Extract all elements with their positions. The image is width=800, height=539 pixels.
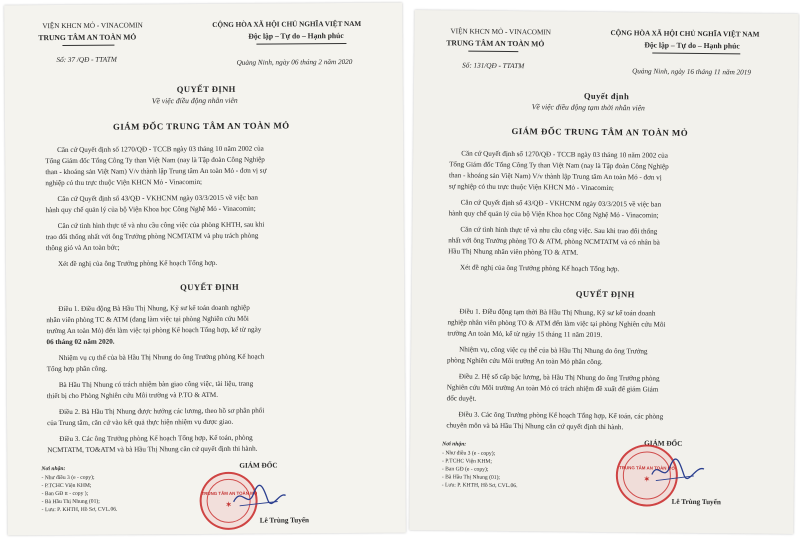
basis-line: Xét đề nghị của ông Trưởng phòng Kế hoạch Tổng hợp. [459,263,620,274]
article-line: Bà Hầu Thị Nhung có trách nhiệm bàn giao công việc, tài liệu, trang [58,379,254,390]
org-name: VIỆN KHCN MỎ - VINACOMIN [450,27,552,37]
basis-line: than - khoáng sản Việt Nam) V/v thành lập Trung tâm An toàn Mỏ - đơn vị [448,171,662,182]
basis-line: Tổng Giám đốc Tổng Công Ty than Việt Nam (nay là Tập đoàn Công Nghiệp [449,160,669,171]
basis-line: Căn cứ Quyết định số 1270/QĐ - TCCB ngày 03 tháng 10 năm 2002 của [461,149,668,160]
basis-line: hành quy chế quản lý của bộ Viện Khoa học Công Nghệ Mỏ - Vinacomin; [448,209,659,220]
authority: GIÁM ĐỐC TRUNG TÂM AN TOÀN MỎ [511,126,689,138]
decision-heading: QUYẾT ĐỊNH [180,281,240,293]
signer-title: GIÁM ĐỐC [644,439,683,448]
basis-line: Tổng Giám đốc Tổng Công Ty than Việt Nam (nay là Tập đoàn Công Nghiệp [45,155,265,166]
article-line: Nhiệm vụ cụ thể của bà Hầu Thị Nhung do ông Trưởng phòng Kế hoạch [58,352,265,363]
article-line: nghiệp nhân viên phòng TO & ATM đến làm việc tại phòng Nghiên cứu Môi [447,318,666,329]
article-line: của Trung tâm, căn cứ vào kết quả thực hiện nhiệm vụ được giao. [47,417,234,428]
basis-line: sự nghiệp có thu trực thuộc Viện KHCN Mỏ - Vinacomin; [448,182,614,193]
decision-page-left [4,3,406,536]
recipient-item: - Ban GĐ (e - copy); [441,466,489,473]
decision-page-right [409,10,798,534]
nation-motto: Độc lập – Tự do – Hạnh phúc [644,40,740,51]
recipient-item: - Như điều 3 (e - copy); [41,474,95,482]
place-date: Quảng Ninh, ngày 06 tháng 2 năm 2020 [236,57,353,67]
basis-line: Căn cứ Quyết định số 43/QĐ - VKHCNM ngày 03/3/2015 về việc ban [57,193,258,204]
basis-line: Căn cứ Quyết định số 43/QĐ - VKHCNM ngày 03/3/2015 về việc ban [460,198,662,209]
article-line: Điều 2. Hệ số cấp bậc lương, bà Hầu Thị Nhung do ông Trưởng phòng [458,372,660,383]
article-line: Nhiệm vụ, công việc cụ thể của bà Hầu Thị Nhung do ông Trưởng [459,345,648,356]
article-line: Điều 3. Các ông Trưởng phòng Kế hoạch Tổng hợp, Kế toán, phòng [59,433,253,444]
doc-number: Số: 131/QĐ - TTATM [462,61,525,71]
basis-line: nghiệp có thu trực thuộc Viện KHCN Mỏ - Vinacomin; [45,178,203,188]
article-line: Điều 2. Bà Hầu Thị Nhung được hưởng các lương, theo hồ sơ phân phối [58,406,265,417]
signer-title: GIÁM ĐỐC [239,461,278,470]
article-line: Điều 3. Các ông Trưởng phòng Kế hoạch Tổng hợp, Kế toán, các phòng [458,410,664,421]
recipient-item: - Ban GĐ tt - copy ); [41,490,89,498]
basis-line: thông gió và An toàn bức; [45,243,120,253]
nation-name: CỘNG HÒA XÃ HỘI CHỦ NGHĨA VIỆT NAM [212,19,362,29]
doc-subject: Về việc điều động nhân viên [151,95,238,106]
recipients-label: Nơi nhận: [442,441,467,448]
underline [652,52,740,54]
official-stamp: TRUNG TÂM AN TOÀN MỎ ✶ [616,444,679,507]
basis-line: nhất với ông Trưởng phòng TO & ATM, phòng NCMTATM và có nhân bà [448,236,660,247]
signature [229,481,289,511]
article-line: thiết bị cho Phòng Nghiên cứu Môi trường và P.TO & ATM. [46,390,219,401]
article-line: Tổng hợp phân công. [46,364,108,374]
article-line: Nghiên cứu Môi trường An toàn Mỏ có trách nhiệm đề xuất để giám Giám [446,383,659,394]
place-date: Quảng Ninh, ngày 16 tháng 11 năm 2019 [632,67,751,77]
nation-motto: Độc lập – Tự do – Hạnh phúc [248,31,344,41]
basis-line: than - khoáng sản Việt Nam) V/v thành lập Trung tâm An toàn Mỏ - đơn vị sự [45,166,267,177]
official-stamp: TRUNG TÂM AN TOÀN MỎ ✶ [199,472,257,530]
article-line: nhân viên phòng TC & ATM (đang làm việc tại phòng Nghiên cứu Môi [46,314,249,325]
signer-name: Lê Trùng Tuyến [259,516,310,525]
basis-line: Căn cứ tình hình thực tế và nhu cầu công việc. Sau khi trao đổi thống [460,225,658,236]
recipient-item: - P.TCHC Viện KHM; [41,482,92,490]
signer-name: Lê Trùng Tuyến [671,497,721,507]
article-line: Điều 1. Điều động Bà Hầu Thị Nhung, Kỹ sư kế toán doanh nghiệp [58,303,250,314]
article-line: Điều 1. Điều động tạm thời Bà Hầu Thị Nhung, Kỹ sư kế toán doanh [459,307,656,318]
signature [648,456,708,487]
underline [256,43,346,44]
underline [468,51,518,52]
basis-line: Xét đề nghị của ông Trưởng phòng Kế hoạch Tổng hợp. [57,258,218,269]
recipient-item: - P.TCHC Viện KHM; [441,458,492,465]
doc-title: QUYẾT ĐỊNH [176,83,236,95]
article-line: trường An toàn Mỏ) đến làm việc tại phòng Kế hoạch Tổng hợp, kể từ ngày [46,325,262,336]
recipient-item: - Bà Hầu Thị Nhung (01); [41,498,100,506]
authority: GIÁM ĐỐC TRUNG TÂM AN TOÀN MỎ [112,120,290,132]
article-line: trường An toàn Mỏ, kể từ ngày 15 tháng 11 năm 2019. [447,329,603,339]
basis-line: trao đổi thống nhất với ông Trưởng phòng NCMTATM và phụ trách phòng [45,231,259,242]
decision-heading: QUYẾT ĐỊNH [575,288,635,300]
recipients-label: Nơi nhận: [41,465,66,473]
underline [62,45,114,46]
doc-number: Số: 37 /QĐ - TTATM [56,55,117,65]
recipient-item: - Như điều 3 (e - copy); [442,450,496,457]
article-line: 06 tháng 02 năm 2020. [46,337,115,347]
recipient-item: - Lưu: P. KHTH, Hồ Sơ, CVL.06. [41,506,118,514]
article-line: NCMTATM, TO&ATM và bà Hầu Thị Nhung căn cứ quyết định thi hành. [47,444,258,455]
doc-title: Quyết định [583,90,630,102]
org-unit: TRUNG TÂM AN TOÀN MỎ [38,32,137,43]
recipient-item: - Lưu: P. KHTH, Hồ Sơ, CVL.06. [441,482,518,490]
org-unit: TRUNG TÂM AN TOÀN MỎ [446,38,545,49]
nation-name: CỘNG HÒA XÃ HỘI CHỦ NGHĨA VIỆT NAM [610,29,760,39]
doc-subject: Về việc điều động tạm thời nhân viên [531,102,645,113]
basis-line: hành quy chế quản lý của bộ Viện Khoa học Công Nghệ Mỏ - Vinacomin; [45,204,256,215]
article-line: phòng Nghiên cứu Môi trường An toàn Mỏ phân công. [447,356,603,366]
basis-line: Căn cứ Quyết định số 1270/QĐ - TCCB ngày 03 tháng 10 năm 2002 của [57,144,264,155]
recipient-item: - Bà Hầu Thị Nhung (01); [441,474,501,481]
org-name: VIỆN KHCN MỎ - VINACOMIN [42,21,143,31]
basis-line: Hầu Thị Nhung nhân viên phòng TO & ATM. [448,247,579,257]
article-line: chuyên môn và bà Hầu Thị Nhung căn cứ quyết định thi hành. [446,421,624,432]
basis-line: Căn cứ tình hình thực tế và nhu cầu công việc của phòng KHTH, sau khi [57,220,265,231]
article-line: đốc duyệt. [446,394,477,403]
